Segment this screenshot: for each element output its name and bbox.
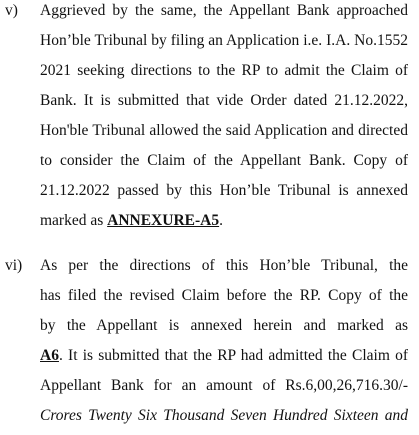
- text-run: Aggrieved by the same, the Appellant Bank approached: [40, 2, 408, 19]
- paragraph-line: [40, 116, 408, 146]
- paragraph-line: [40, 371, 408, 401]
- text-run: Appellant Bank for an amount of Rs.6,00,26,716.30/-: [40, 377, 408, 394]
- text-run: 21.12.2022 passed by this Hon’ble Tribunal is annexed: [40, 182, 408, 199]
- paragraph-line: [40, 251, 408, 281]
- text-run: . It is submitted that the RP had admitted the Claim of: [58, 347, 408, 364]
- annexure-reference: ANNEXURE-A5: [107, 212, 220, 229]
- paragraph-marker: v): [5, 2, 18, 19]
- text-run: by the Appellant is annexed herein and marked as: [40, 317, 408, 334]
- amount-in-words: Crores Twenty Six Thousand Seven Hundred Sixteen and: [40, 407, 408, 424]
- paragraph-line: [40, 26, 408, 56]
- text-run: Hon'ble Tribunal allowed the said Application and directed: [40, 122, 408, 139]
- paragraph-line: [40, 311, 408, 341]
- paragraph-line: [40, 206, 408, 236]
- paragraph-line: [40, 86, 408, 116]
- text-run: marked as: [40, 212, 108, 229]
- paragraph-line: [40, 146, 408, 176]
- text-run: .: [219, 212, 223, 229]
- paragraph-line: [40, 341, 408, 371]
- text-run: has filed the revised Claim before the RP. Copy of the: [40, 287, 408, 304]
- text-run: As per the directions of this Hon’ble Tribunal, the: [40, 257, 408, 274]
- paragraph-line: [40, 0, 408, 26]
- paragraph-line: [40, 281, 408, 311]
- paragraph-line: [40, 401, 408, 431]
- paragraph-line: [40, 176, 408, 206]
- text-run: Bank. It is submitted that vide Order dated 21.12.2022,: [40, 92, 408, 109]
- paragraph-marker: vi): [5, 257, 23, 274]
- annexure-reference: A6: [40, 347, 59, 364]
- paragraph-line: [40, 56, 408, 86]
- text-run: Hon’ble Tribunal by filing an Application i.e. I.A. No.1552: [40, 32, 408, 49]
- text-run: to consider the Claim of the Appellant Bank. Copy of: [40, 152, 408, 169]
- text-run: 2021 seeking directions to the RP to admit the Claim of: [40, 62, 408, 79]
